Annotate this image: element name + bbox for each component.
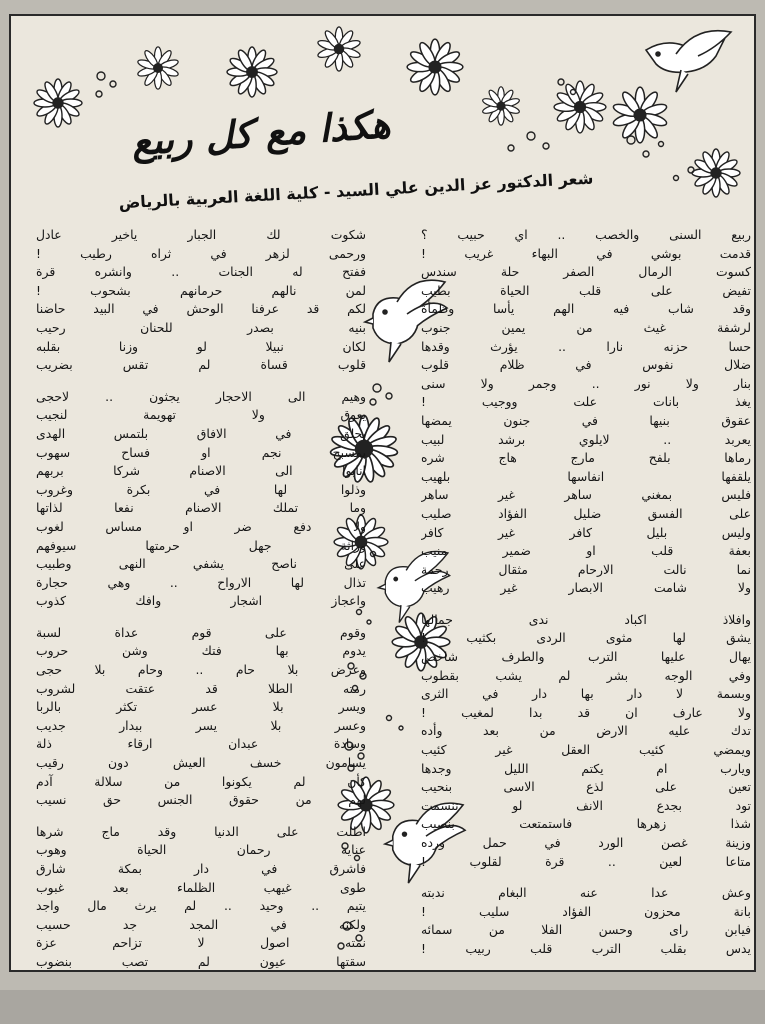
poem-line: وزينة غصن الورد في حمل ورده (421, 835, 751, 850)
poem-line: بنيه بصدر للحنان رحيب (36, 319, 366, 335)
poem-line: ولكنه في المجد جد حسيب (36, 916, 366, 932)
poem-line: شكوت لك الجبار ياخير عادل (36, 227, 366, 242)
poem-line: بمسبح نجم او فساح سهوب (36, 444, 366, 460)
poem-line: وعش عدا عنه البغام ندبته (421, 885, 751, 901)
poem-line: انابوا الى الاصنام شركا بربهم (36, 463, 366, 479)
poem-line: تدك عليه الارض من بعد وأده (421, 723, 751, 739)
poem-line: وقوم على قوم عداة لسبة (36, 624, 366, 640)
poem-line: ورحمى لزهر في ثراه رطيب ! (36, 245, 366, 261)
poem-line: لرشفة غيث من يمين جنوب (421, 319, 751, 335)
poem-line: عناية رحمان الحياة وهوب (36, 842, 366, 858)
page-bottom-margin (0, 990, 765, 1024)
poem-line: شذا زهرها فاستمتعت بنصيب (421, 816, 751, 832)
poem-line: يتيم .. وحيد .. لم يرث مال واجد (36, 898, 366, 914)
stanza-break (421, 598, 751, 611)
poem-line: لكان نبيلا لو وزنا بقلبه (36, 338, 366, 354)
poem-line: بنار ولا نور .. وجمر ولا سنى (421, 375, 751, 391)
poem-line: وراثة جهل حرمتها سيوفهم (36, 537, 366, 553)
poem-line: يغذ بانات علت ووجيب ! (421, 394, 751, 410)
poem-line: يشق لها مثوى الردى بكثيب ! (421, 630, 751, 646)
poem-line: وهيم الى الاحجار يجثون .. لاحجى (36, 388, 366, 404)
stanza-break (36, 810, 366, 823)
poem-line: وذلوا لها في بكرة وغروب (36, 481, 366, 497)
poem-line: ويمضي كئيب العقل غير كئيب (421, 742, 751, 758)
poem-line: وليس بليل كافر غير كافر (421, 524, 751, 540)
poem-line: سقتها عيون لم تصب بنضوب (36, 953, 366, 969)
poem-line: وفي الوجه بشر لم يشب بقطوب (421, 667, 751, 683)
poem-line: كسوت الرمال الصفر حلة سندس (421, 264, 751, 280)
poem-line: نما نالت الارحام مثقال رحمة (421, 561, 751, 577)
poem-line: تود بجدع الانف لو تنسمت (421, 797, 751, 813)
poem-column-right (421, 226, 751, 959)
poem-line: ويسر بلا عسر تكثر بالربا (36, 699, 366, 715)
poem-line: لمن نالهم حرمانهم بشحوب ! (36, 282, 366, 298)
magazine-page (9, 14, 756, 972)
poem-line: ففتح له الجنات .. وانشره قرة (36, 264, 366, 280)
poem-line: يدس بقلب الترب قلب ربيب ! (421, 940, 751, 956)
poem-column-left (36, 226, 366, 972)
poem-line: تذال لها الارواح .. وهي حجارة (36, 574, 366, 590)
poem-line: ويارب ام يكتم الليل وجدها (421, 760, 751, 776)
poem-line: يعربد .. لايلوي برشد لبيب (421, 431, 751, 447)
poem-line: تعين على لذع الاسى بنحيب (421, 779, 751, 795)
flower-illustration (33, 78, 83, 128)
stanza-break (421, 871, 751, 884)
poem-line: بعفة قلب او ضمير منيب (421, 543, 751, 559)
poem-line: ولا شامت الابصار غير رهيب (421, 580, 751, 596)
poem-line: يعوق ولا تهويمة لنجيب (36, 407, 366, 423)
poem-line: يحلق في الافاق بلتمس الهدى (36, 425, 366, 441)
poem-line: على الفسق ضليل الفؤاد صليب (421, 505, 751, 521)
poem-line: وبسمة لا دار بها دار في الثرى (421, 686, 751, 702)
poem-line: متاعا لعين .. قرة لقلوب ! (421, 853, 751, 869)
poem-line: يسامون خسف العيش دون رقيب (36, 755, 366, 771)
poem-line: ضلال نفوس في ظلام قلوب (421, 357, 751, 373)
poem-line: يهال عليها الترب والطرف شاخص (421, 649, 751, 665)
poem-line: ولا دفع ضر او مساس لغوب (36, 518, 366, 534)
poem-line: ولا عارف ان قد بدا لمغيب ! (421, 704, 751, 720)
stanza-break (36, 375, 366, 388)
poem-line: لكم قد عرفنا الوحش في البيد حاضنا (36, 301, 366, 317)
poem-line: قلوب قساة لم تقس بضريب (36, 357, 366, 373)
poem-line: فليس بمغني ساهر غير ساهر (421, 487, 751, 503)
poem-line: تفيض على قلب الحياة بطيب (421, 282, 751, 298)
poem-line: وقد شاب فيه الهم يأسا وظمأة (421, 301, 751, 317)
poem-line: فيابن راى وحسن الفلا من سمائه (421, 922, 751, 938)
poem-title: هكذا مع كل ربيع (130, 102, 392, 164)
poem-byline: شعر الدكتور عز الدين علي السيد - كلية اللغة العربية بالرياض (118, 168, 594, 213)
stanza-break (36, 611, 366, 624)
poem-line: وما تملك الاصنام نفعا لذاتها (36, 500, 366, 516)
poem-line: قدمت بوشي في البهاء غريب ! (421, 245, 751, 261)
poem-line: يلقفها انفاسها بلهيب (421, 468, 751, 484)
poem-line: رمته الطلا قد عتقت لشروب (36, 680, 366, 696)
poem-line: واعجاز اشجار وافك كذوب (36, 593, 366, 609)
poem-line: وافلاذ اكباد ندى جمالها (421, 611, 751, 627)
poem-line: وعرض بلا حام .. وحام بلا حجى (36, 662, 366, 678)
poem-line: بانة محزون الفؤاد سليب ! (421, 903, 751, 919)
poem-line: كأن لم يكونوا من سلالة آدم (36, 773, 366, 789)
poem-line: ربيع السنى والخصب .. اي حبيب ؟ (421, 227, 751, 242)
poem-line: وعسر بلا يسر ببدار جديب (36, 717, 366, 733)
poem-line: طوى غيهب الظلماء بعد غبوب (36, 879, 366, 895)
poem-line: اطلت على الدنيا وقد ماج شرها (36, 823, 366, 839)
poem-line: رماها بلفح مارج هاج شره (421, 450, 751, 466)
poem-line: حسا حزنه نارا .. يؤرث وقدها (421, 338, 751, 354)
poem-line: عقوق بنيها في جنون يمضها (421, 412, 751, 428)
poem-line: نمته اصول لا تزاحم عزة (36, 935, 366, 951)
poem-line: وسادة عبدان ارقاء ذلة (36, 736, 366, 752)
poem-line: يدوم بها فتك وشن حروب (36, 643, 366, 659)
poem-line: على ناصح يشفي النهى وطبيب (36, 556, 366, 572)
poem-line: لهم من حقوق الجنس حق نسيب (36, 792, 366, 808)
poem-line: فاشرق في دار بمكة شارق (36, 861, 366, 876)
